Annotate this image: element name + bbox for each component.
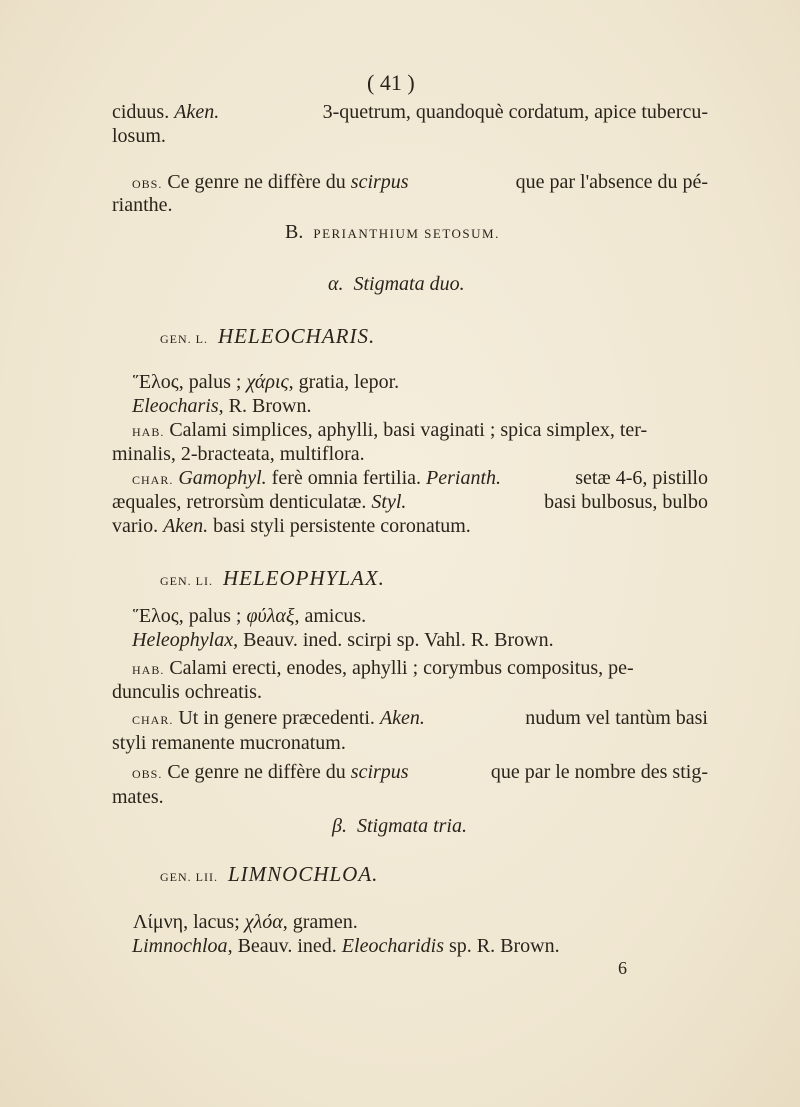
italic-term: Eleocharis xyxy=(132,395,219,417)
genus-heading xyxy=(160,566,385,593)
italic-term: Gamophyl. xyxy=(178,467,267,489)
smallcaps-label: GEN. LII. xyxy=(160,870,218,884)
smallcaps-label: CHAR. xyxy=(132,713,174,727)
text-line-17 xyxy=(132,628,554,652)
text-span: setæ 4-6, pistillo xyxy=(575,467,708,489)
text-span: , Beauv. ined. scirpi sp. Vahl. R. Brown. xyxy=(233,629,554,651)
genus-heading xyxy=(160,324,375,351)
text-line-20 xyxy=(132,706,708,732)
greek-word: φύλαξ xyxy=(246,605,295,627)
italic-term: scirpus xyxy=(350,761,409,783)
text-span: que par le nombre des stig- xyxy=(490,761,708,783)
text-line-11: minalis, 2-bracteata, multiflora. xyxy=(112,443,365,465)
text-span: sp. R. Brown. xyxy=(449,935,560,957)
page-number: ( 41 ) xyxy=(367,70,415,95)
italic-term: scirpus xyxy=(350,171,409,193)
text-span xyxy=(132,170,409,196)
text-span xyxy=(112,100,219,124)
text-line-8 xyxy=(133,370,399,394)
text-span: nudum vel tantùm basi xyxy=(525,707,708,729)
smallcaps-label: HAB. xyxy=(132,663,165,677)
text-span: basi styli persistente coronatum. xyxy=(213,515,471,537)
italic-term: Aken. xyxy=(379,707,425,729)
text-line-2: losum. xyxy=(112,125,166,147)
genus-name: LIMNOCHLOA. xyxy=(227,862,379,886)
subsection-heading xyxy=(328,272,465,296)
italic-term: Heleophylax xyxy=(132,629,234,651)
italic-term: Aken. xyxy=(174,101,220,123)
text-line-1 xyxy=(112,100,708,124)
italic-term: Styl. xyxy=(371,491,407,513)
text-span: , gramen. xyxy=(282,911,358,933)
text-span: , gratia, lepor. xyxy=(288,371,400,393)
smallcaps-label: HAB. xyxy=(132,425,165,439)
text-span: ferè omnia fertilia. xyxy=(271,467,422,489)
italic-term: Eleocharidis xyxy=(341,935,445,957)
text-line-13 xyxy=(112,490,708,514)
text-line-9 xyxy=(132,394,311,418)
greek-word: χλόα xyxy=(244,911,283,933)
greek-word: χάρις xyxy=(246,371,289,393)
text-span: B. xyxy=(285,221,304,243)
text-line-14 xyxy=(112,514,471,538)
text-span: , R. Brown. xyxy=(218,395,312,417)
text-span: Calami erecti, enodes, aphylli ; corymbus compositus, pe- xyxy=(169,657,634,679)
italic-term: Stigmata duo. xyxy=(353,273,465,295)
text-span: , amicus. xyxy=(294,605,367,627)
text-line-4: rianthe. xyxy=(112,194,173,216)
text-span: , Beauv. ined. xyxy=(227,935,337,957)
text-line-23: mates. xyxy=(112,786,164,808)
text-span xyxy=(132,466,501,492)
signature-mark: 6 xyxy=(618,958,627,978)
greek-word: Ἕλος xyxy=(133,605,179,627)
text-line-27 xyxy=(132,934,560,958)
text-span: 3-quetrum, quandoquè cordatum, apice tubercu- xyxy=(322,101,708,123)
text-span xyxy=(132,706,425,732)
smallcaps-label: GEN. L. xyxy=(160,332,208,346)
text-line-3 xyxy=(132,170,708,196)
text-line-19: dunculis ochreatis. xyxy=(112,681,262,703)
text-span: ciduus. xyxy=(112,101,170,123)
text-span: , palus ; xyxy=(178,605,242,627)
italic-term: Stigmata tria. xyxy=(356,815,467,837)
italic-term: Perianth. xyxy=(426,467,502,489)
text-span: que par l'absence du pé- xyxy=(515,171,708,193)
section-heading xyxy=(285,220,500,246)
greek-word: Λίμνη xyxy=(133,911,184,933)
subsection-heading xyxy=(332,814,467,838)
text-line-22 xyxy=(132,760,708,786)
text-span: Ut in genere præcedenti. xyxy=(178,707,375,729)
smallcaps-label: CHAR. xyxy=(132,473,174,487)
text-line-18 xyxy=(132,656,634,682)
smallcaps-label: PERIANTHIUM SETOSUM. xyxy=(313,226,500,241)
greek-letter: β. xyxy=(332,815,347,837)
text-span: æquales, retrorsùm denticulatæ. xyxy=(112,491,367,513)
text-span xyxy=(112,490,406,514)
text-span: Ce genre ne diffère du xyxy=(167,761,346,783)
smallcaps-label: GEN. LI. xyxy=(160,574,213,588)
text-line-26 xyxy=(133,910,358,934)
smallcaps-label: OBS. xyxy=(132,177,163,191)
text-span: , lacus; xyxy=(183,911,240,933)
italic-term: Limnochloa xyxy=(132,935,228,957)
text-line-10 xyxy=(132,418,708,444)
italic-term: Aken. xyxy=(163,515,209,537)
text-line-12 xyxy=(132,466,708,492)
greek-word: Ἕλος xyxy=(133,371,179,393)
greek-letter: α. xyxy=(328,273,344,295)
genus-heading xyxy=(160,862,378,889)
text-line-16 xyxy=(133,604,366,628)
text-span: , palus ; xyxy=(178,371,242,393)
text-span: vario. xyxy=(112,515,159,537)
text-line-21: styli remanente mucronatum. xyxy=(112,732,346,754)
genus-name: HELEOPHYLAX. xyxy=(223,566,385,590)
text-span: Ce genre ne diffère du xyxy=(167,171,346,193)
smallcaps-label: OBS. xyxy=(132,767,163,781)
text-span xyxy=(132,760,409,786)
genus-name: HELEOCHARIS. xyxy=(218,324,376,348)
text-span: Calami simplices, aphylli, basi vaginati ; spica simplex, ter- xyxy=(169,419,648,441)
text-span: basi bulbosus, bulbo xyxy=(544,491,708,513)
